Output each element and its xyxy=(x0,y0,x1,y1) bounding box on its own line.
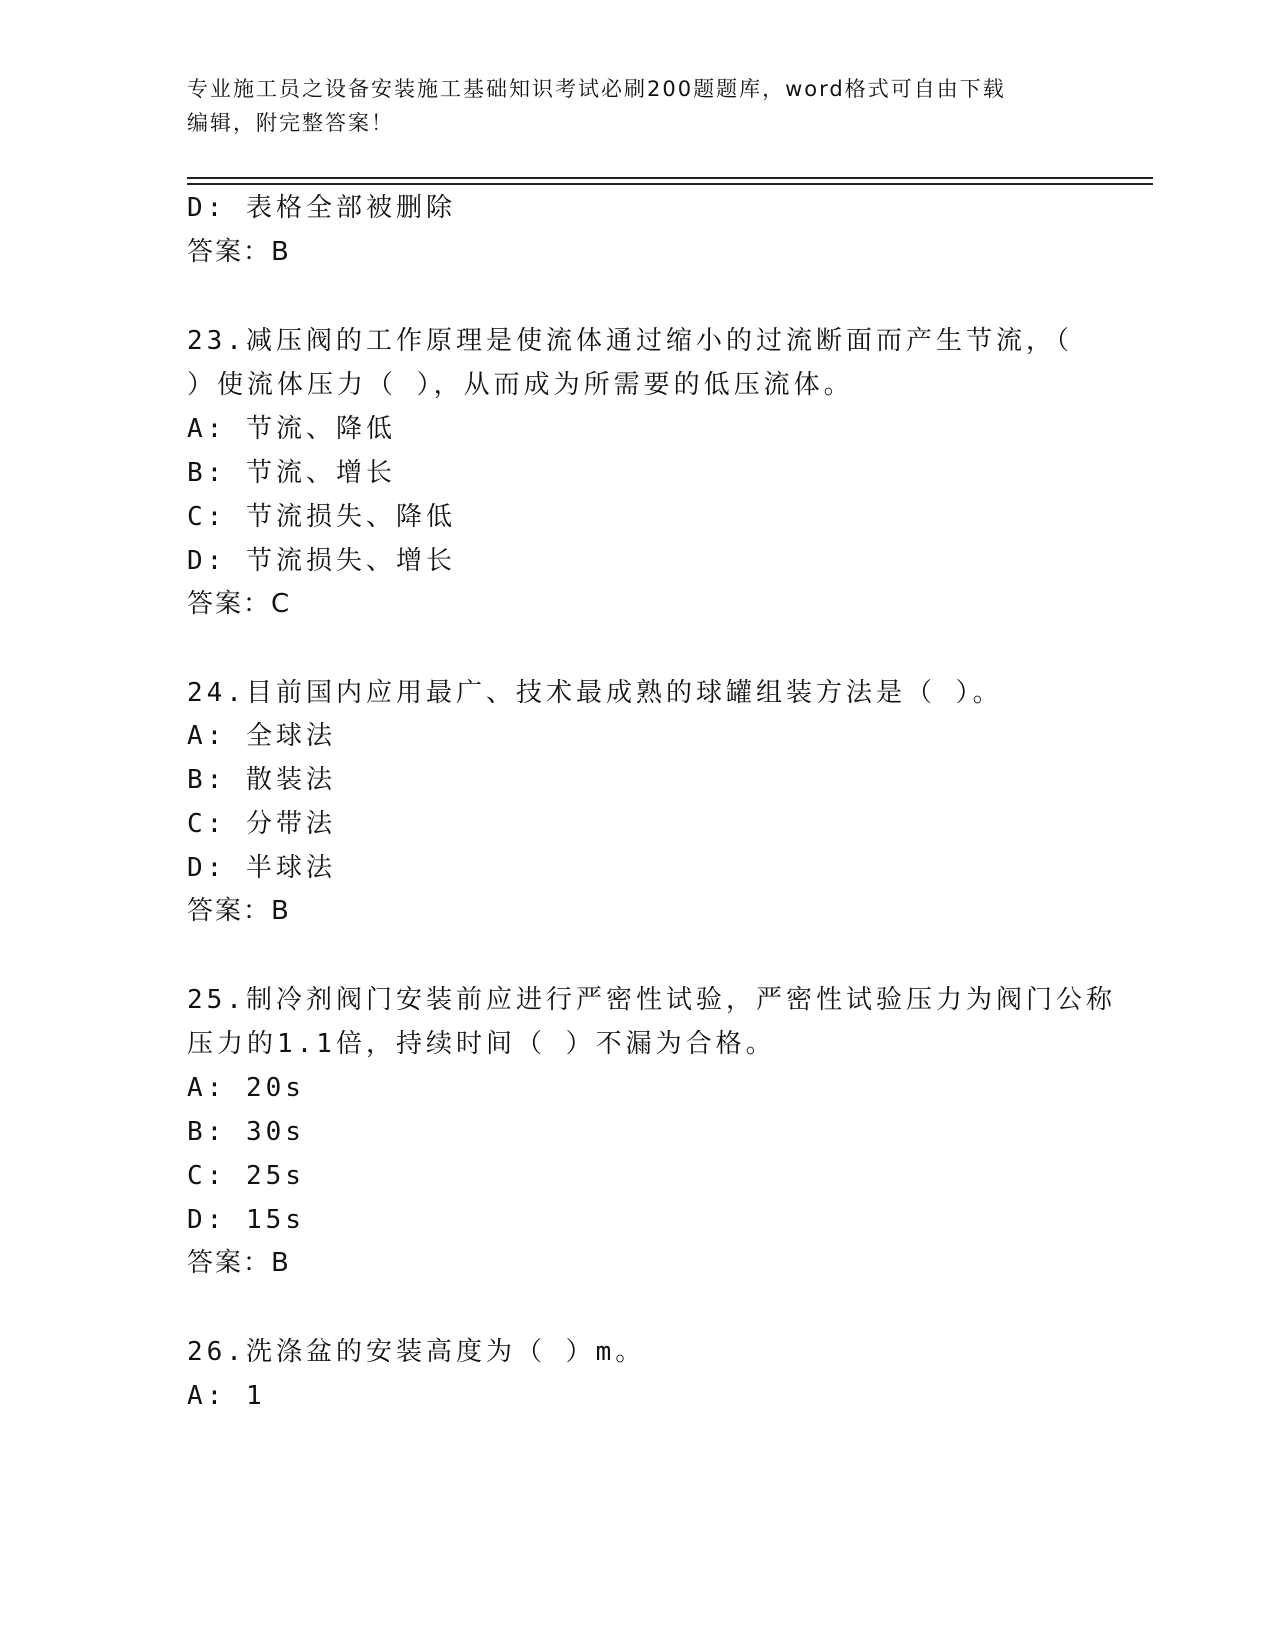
q23-stem-line1: 23.减压阀的工作原理是使流体通过缩小的过流断面而产生节流，（ xyxy=(187,326,1073,356)
q26-option-a: A: 1 xyxy=(187,1381,266,1411)
q26-stem-line1: 26.洗涤盆的安装高度为（ ）m。 xyxy=(187,1337,646,1367)
q23-option-c: C: 节流损失、降低 xyxy=(187,502,456,532)
q24-option-d: D: 半球法 xyxy=(187,853,336,883)
q25-option-c: C: 25s xyxy=(187,1161,305,1191)
q24-option-b: B: 散装法 xyxy=(187,765,336,795)
q25-option-b: B: 30s xyxy=(187,1117,305,1147)
prev-option-d: D: 表格全部被删除 xyxy=(187,193,456,223)
header-divider-top xyxy=(187,177,1153,179)
document-header xyxy=(187,72,1087,140)
header-title-line2: 编辑，附完整答案！ xyxy=(187,111,394,135)
q23-option-d: D: 节流损失、增长 xyxy=(187,546,456,576)
q24-option-a: A: 全球法 xyxy=(187,721,336,751)
q25-answer: 答案：B xyxy=(187,1248,291,1278)
q23-option-b: B: 节流、增长 xyxy=(187,458,396,488)
q24-stem-line1: 24.目前国内应用最广、技术最成熟的球罐组装方法是（ ）。 xyxy=(187,678,1003,708)
q23-stem-line2: ）使流体压力（ ），从而成为所需要的低压流体。 xyxy=(187,370,854,400)
prev-answer: 答案：B xyxy=(187,237,291,267)
header-divider-bottom xyxy=(187,183,1153,185)
q24-answer: 答案：B xyxy=(187,896,291,926)
q25-option-d: D: 15s xyxy=(187,1205,305,1235)
q23-option-a: A: 节流、降低 xyxy=(187,414,396,444)
q25-stem-line2: 压力的1.1倍，持续时间（ ）不漏为合格。 xyxy=(187,1029,776,1059)
q23-answer: 答案：C xyxy=(187,589,292,619)
q24-option-c: C: 分带法 xyxy=(187,809,336,839)
q25-stem-line1: 25.制冷剂阀门安装前应进行严密性试验，严密性试验压力为阀门公称 xyxy=(187,985,1116,1015)
header-title-line1: 专业施工员之设备安装施工基础知识考试必刷200题题库，word格式可自由下载 xyxy=(187,77,1006,101)
q25-option-a: A: 20s xyxy=(187,1073,305,1103)
